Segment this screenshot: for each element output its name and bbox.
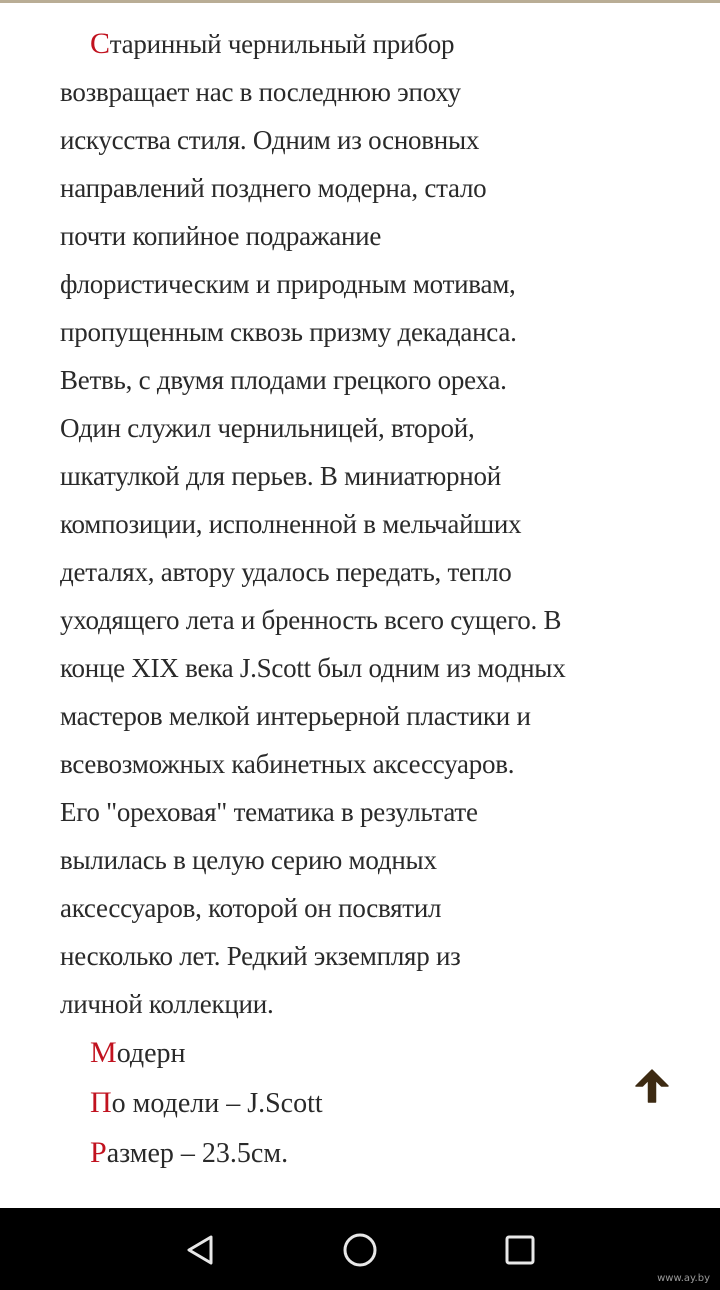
back-button[interactable] xyxy=(180,1230,220,1270)
paragraph-line: аксессуаров, которой он посвятил xyxy=(60,893,442,923)
paragraph-line: пропущенным сквозь призму декаданса. xyxy=(60,317,517,347)
paragraph-line: почти копийное подражание xyxy=(60,221,382,251)
paragraph-line: несколько лет. Редкий экземпляр из xyxy=(60,941,461,971)
recents-square-icon xyxy=(500,1230,540,1270)
spec-cap: П xyxy=(90,1086,112,1119)
paragraph-line: Его "ореховая" тематика в результате xyxy=(60,797,478,827)
back-triangle-icon xyxy=(180,1230,220,1270)
paragraph-line: всевозможных кабинетных аксессуаров. xyxy=(60,749,515,779)
paragraph-line: искусства стиля. Одним из основных xyxy=(60,125,480,155)
recents-button[interactable] xyxy=(500,1230,540,1270)
paragraph-line: композиции, исполненной в мельчайших xyxy=(60,509,522,539)
paragraph-line: мастеров мелкой интерьерной пластики и xyxy=(60,701,531,731)
home-button[interactable] xyxy=(340,1230,380,1270)
drop-cap: С xyxy=(90,27,110,60)
paragraph-line: Старинный чернильный прибор xyxy=(90,27,455,60)
paragraph-line: вылилась в целую серию модных xyxy=(60,845,437,875)
paragraph-line: Один служил чернильницей, второй, xyxy=(60,413,475,443)
paragraph-line: шкатулкой для перьев. В миниатюрной xyxy=(60,461,501,491)
paragraph-line: возвращает нас в последнюю эпоху xyxy=(60,77,461,107)
arrow-up-icon xyxy=(632,1066,672,1106)
paragraph-line: конце XIX века J.Scott был одним из модных xyxy=(60,653,566,683)
paragraph-line: флористическим и природным мотивам, xyxy=(60,269,516,299)
spec-cap: Р xyxy=(90,1136,107,1169)
system-navigation-bar xyxy=(0,1208,720,1290)
paragraph-line: Ветвь, с двумя плодами грецкого ореха. xyxy=(60,365,507,395)
paragraph-line: уходящего лета и бренность всего сущего. В xyxy=(60,605,562,635)
spec-model: По модели – J.Scott xyxy=(90,1086,323,1119)
spec-size: Размер – 23.5см. xyxy=(90,1136,289,1169)
paragraph-line: личной коллекции. xyxy=(60,989,274,1019)
spec-cap: М xyxy=(90,1036,117,1069)
scroll-to-top-button[interactable] xyxy=(632,1066,672,1106)
watermark: www.ay.by xyxy=(657,1273,710,1284)
paragraph-line: направлений позднего модерна, стало xyxy=(60,173,487,203)
paragraph-line: деталях, автору удалось передать, тепло xyxy=(60,557,512,587)
home-circle-icon xyxy=(340,1230,380,1270)
spec-style: Модерн xyxy=(90,1036,186,1069)
